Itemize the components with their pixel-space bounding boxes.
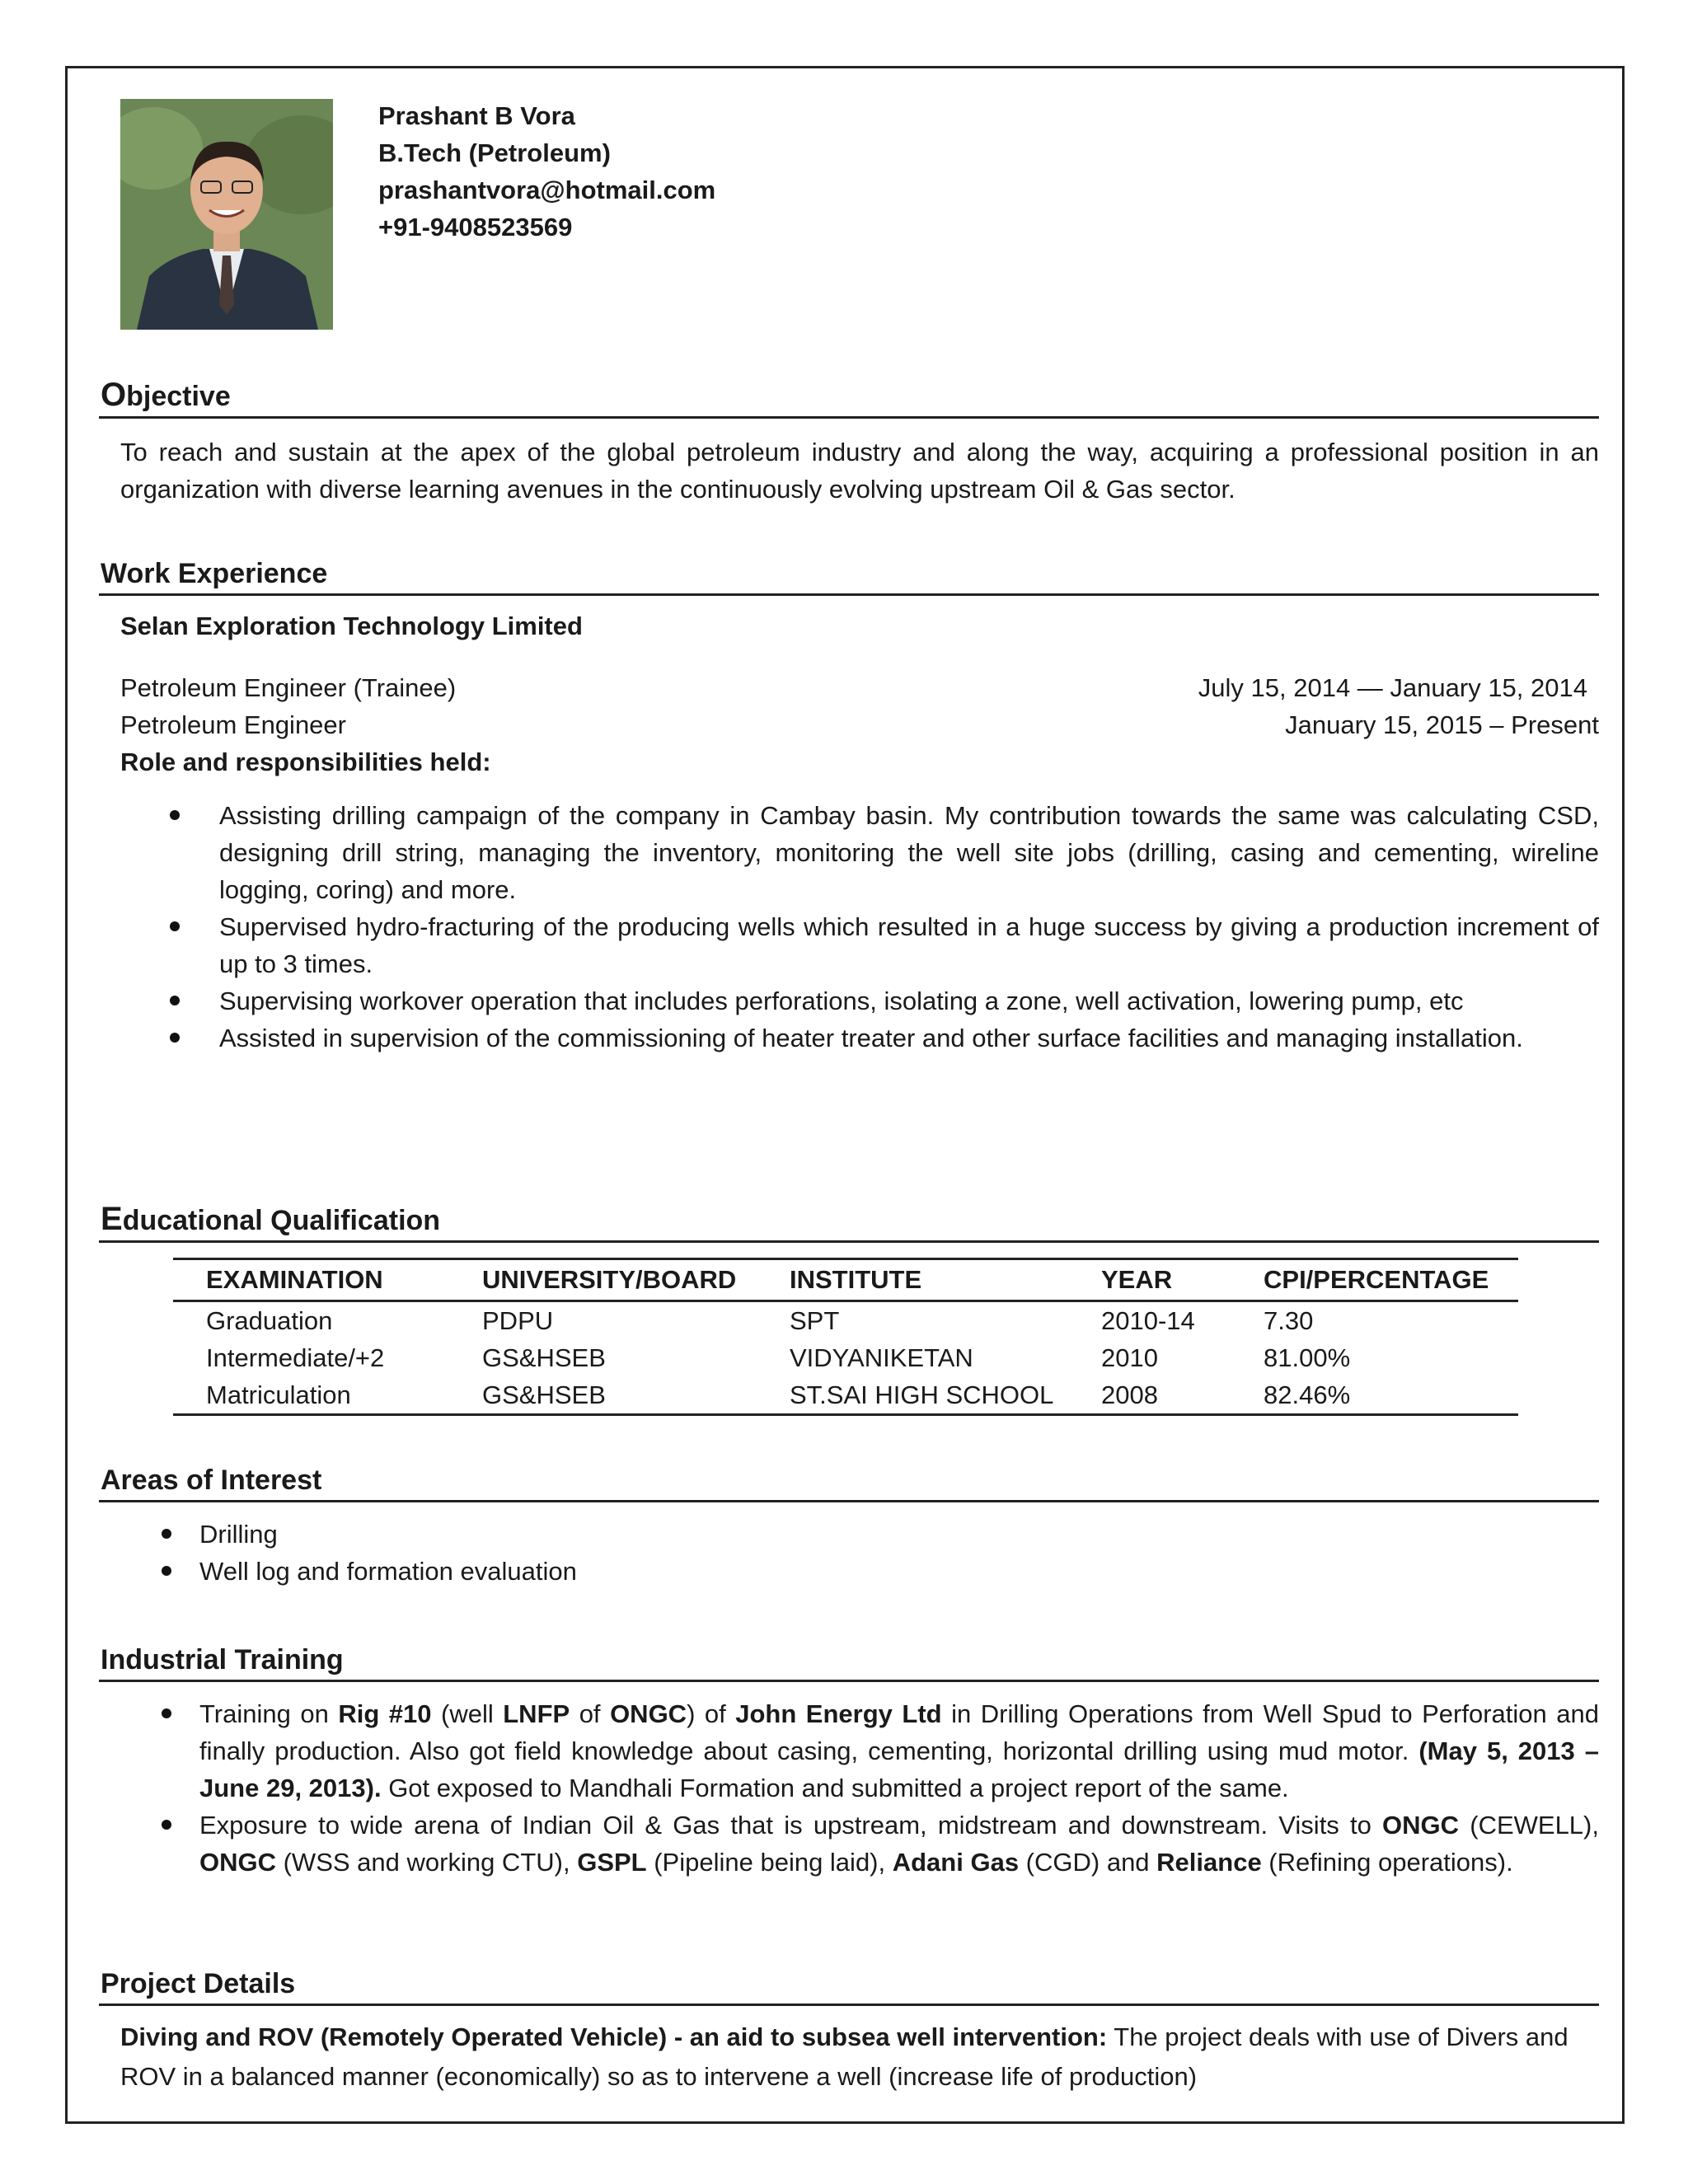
roles-label: Role and responsibilities held:	[120, 748, 491, 776]
bullet-icon	[170, 1033, 180, 1043]
education-section	[99, 1199, 1599, 1416]
list-item: Assisted in supervision of the commissioning of heater treater and other surface facilities and managing installation.	[99, 1019, 1599, 1057]
objective-heading: Objective	[99, 375, 1599, 419]
bullet-icon	[162, 1529, 171, 1539]
profile-photo	[120, 99, 333, 330]
responsibilities-list	[99, 797, 1599, 1057]
education-heading: Educational Qualification	[99, 1199, 1599, 1243]
column-header: YEAR	[1068, 1259, 1231, 1301]
project-heading: Project Details	[99, 1964, 1599, 2006]
bullet-icon	[162, 1708, 171, 1718]
list-item: Drilling	[99, 1516, 1599, 1553]
training-section	[99, 1640, 1599, 1881]
interests-heading: Areas of Interest	[99, 1460, 1599, 1502]
interests-section	[99, 1460, 1599, 1590]
position-dates: July 15, 2014 — January 15, 2014	[1198, 673, 1587, 702]
list-item: Supervised hydro-fracturing of the producing wells which resulted in a huge success by giving a production increment of up to 3 times.	[99, 908, 1599, 982]
table-header-row	[173, 1259, 1518, 1301]
list-item: Supervising workover operation that includes perforations, isolating a zone, well activation, lowering pump, etc	[99, 982, 1599, 1019]
table-row: Matriculation GS&HSEB ST.SAI HIGH SCHOOL 2008 82.46%	[173, 1376, 1518, 1415]
list-item: Exposure to wide arena of Indian Oil & Gas that is upstream, midstream and downstream. Visits to ONGC (CEWELL), ONGC (WSS and working CTU), GSPL (Pipeline being laid), Adani Gas (CGD) and Reliance (Refining operations).	[99, 1807, 1599, 1881]
objective-text: To reach and sustain at the apex of the global petroleum industry and along the way, acquiring a professional position in an organization with diverse learning avenues in the continuously evolving upstream Oil & Gas sector.	[120, 438, 1599, 504]
position-title: Petroleum Engineer	[120, 710, 346, 739]
education-table	[173, 1258, 1518, 1416]
position-title: Petroleum Engineer (Trainee)	[120, 673, 457, 702]
objective-section	[99, 375, 1599, 508]
interests-list	[99, 1516, 1599, 1590]
training-list	[99, 1695, 1599, 1881]
candidate-phone: +91-9408523569	[378, 213, 573, 241]
candidate-degree: B.Tech (Petroleum)	[378, 138, 611, 167]
work-heading: Work Experience	[99, 554, 1599, 596]
column-header: CPI/PERCENTAGE	[1231, 1259, 1518, 1301]
bullet-icon	[170, 996, 180, 1005]
bullet-icon	[162, 1566, 171, 1576]
list-item: Training on Rig #10 (well LNFP of ONGC) of John Energy Ltd in Drilling Operations from Well Spud to Perforation and finally production. Also got field knowledge about casing, cementing, horizontal drilling using mud motor. (May 5, 2013 – June 29, 2013). Got exposed to Mandhali Formation and submitted a project report of the same.	[99, 1695, 1599, 1807]
position-dates: January 15, 2015 – Present	[1285, 710, 1599, 739]
contact-info	[378, 97, 715, 246]
candidate-name: Prashant B Vora	[378, 101, 575, 130]
project-text: Diving and ROV (Remotely Operated Vehicle) - an aid to subsea well intervention: The project deals with use of Divers and ROV in a balanced manner (economically) so as to intervene a well (increase life of production)	[120, 2022, 1568, 2091]
table-row: Intermediate/+2 GS&HSEB VIDYANIKETAN 2010 81.00%	[206, 1343, 1351, 1372]
position-row	[120, 706, 1599, 743]
bullet-icon	[162, 1820, 171, 1830]
list-item: Well log and formation evaluation	[99, 1553, 1599, 1590]
candidate-email[interactable]: prashantvora@hotmail.com	[378, 176, 716, 204]
bullet-icon	[170, 921, 180, 931]
training-heading: Industrial Training	[99, 1640, 1599, 1682]
bullet-icon	[170, 810, 180, 820]
work-section	[99, 554, 1599, 1057]
column-header: EXAMINATION	[173, 1259, 449, 1301]
list-item: Assisting drilling campaign of the company in Cambay basin. My contribution towards the same was calculating CSD, designing drill string, managing the inventory, monitoring the well site jobs (drilling, casing and cementing, wireline logging, coring) and more.	[99, 797, 1599, 908]
position-row	[120, 669, 1599, 706]
table-row: Graduation PDPU SPT 2010-14 7.30	[206, 1305, 1314, 1335]
column-header: INSTITUTE	[757, 1259, 1068, 1301]
company-name: Selan Exploration Technology Limited	[120, 612, 583, 640]
project-section	[99, 1964, 1599, 2097]
column-header: UNIVERSITY/BOARD	[449, 1259, 757, 1301]
